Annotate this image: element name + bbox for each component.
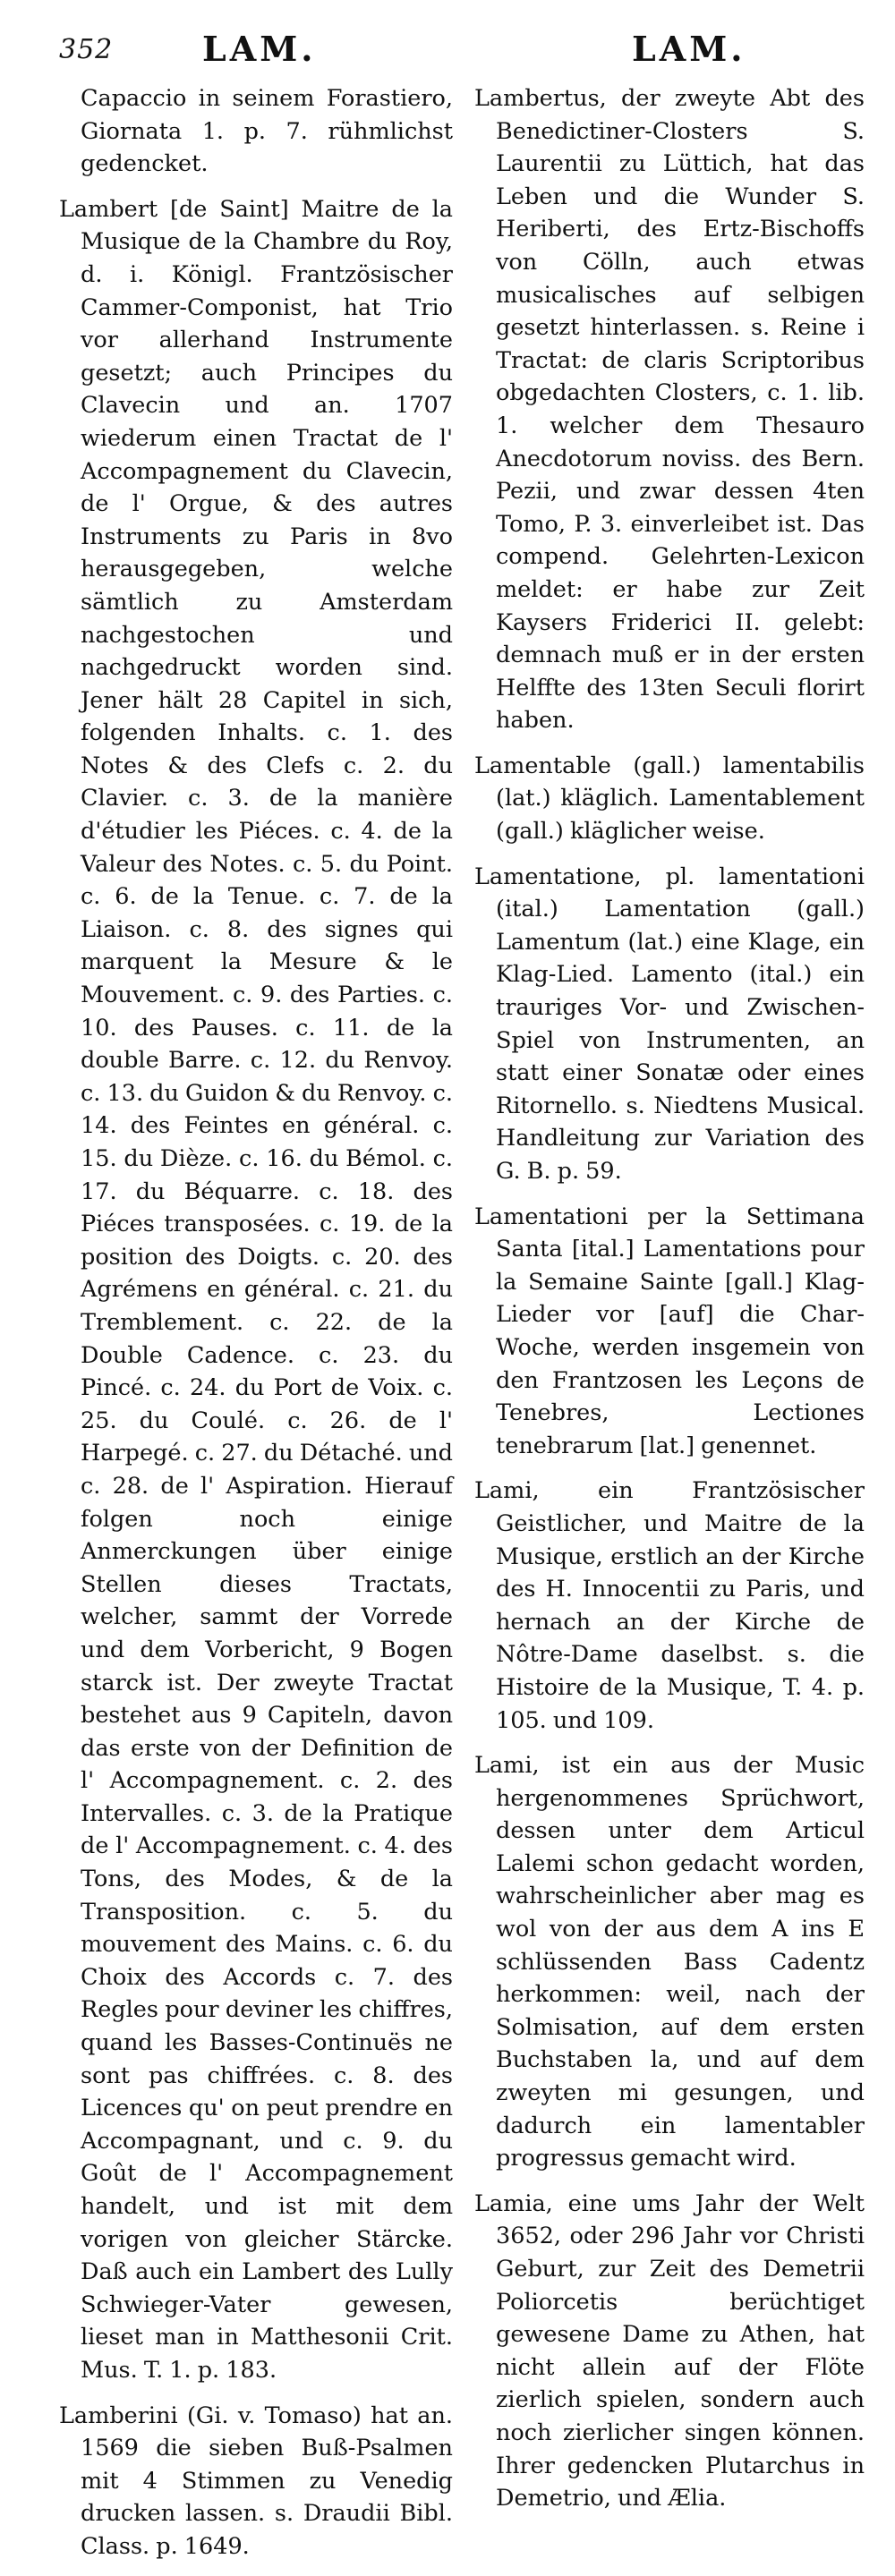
entry-lamia: Lamia, eine ums Jahr der Welt 3652, oder 296 Jahr vor Christi Geburt, zur Zeit des Demetrii Poliorcetis berüchtiget gewesene Dame zu Athen, hat nicht allein auf der Flöte zierlich spielen, sondern auch noch zierlicher singen können. Ihrer gedencken Plutarchus in Demetrio, und Ælia. — [474, 2189, 865, 2512]
entry-lamentable: Lamentable (gall.) lamentabilis (lat.) kläglich. Lamentablement (gall.) kläglicher weise. — [474, 752, 865, 846]
entry-lami-1: Lami, ein Frantzösischer Geistlicher, und Maitre de la Musique, erstlich an der Kirche des H. Innocentii zu Paris, und hernach an der Kirche de Nôtre-Dame daselbst. s. die Histoire de la Musique, T. 4. p. 105. und 109. — [474, 1477, 865, 1734]
entry-lambertus: Lambertus, der zweyte Abt des Benedictiner-Closters S. Laurentii zu Lüttich, hat das Leben und die Wunder S. Heriberti, des Ertz-Bischoffs von Cölln, auch etwas musicalisches auf selbigen gesetzt hinterlassen. s. Reine i Tractat: de claris Scriptoribus obgedachten Closters, c. 1. lib. 1. welcher dem Thesauro Anecdotorum noviss. des Bern. Pezii, und zwar dessen 4ten Tomo, P. 3. einverleibet ist. Das compend. Gelehrten-Lexicon meldet: er habe zur Zeit Kaysers Friderici II. gelebt: demnach muß er in der ersten Helffte des 13ten Seculi florirt haben. — [474, 85, 865, 735]
entry-lami-2: Lami, ist ein aus der Music hergenommenes Sprüchwort, dessen unter dem Articul Lalemi schon gedacht worden, wahrscheinlicher aber mag es wol von der aus dem A ins E schlüssenden Bass Cadentz herkommen: weil, nach der Solmisation, auf dem ersten Buchstaben la, und auf dem zweyten mi gesungen, und dadurch ein lamentabler progressus gemacht wird. — [474, 1752, 865, 2172]
running-head-left: LAM. — [202, 29, 317, 69]
running-head-right: LAM. — [632, 29, 746, 69]
page-header — [59, 25, 865, 70]
entry-capaccio-continuation: Capaccio in seinem Forastiero, Giornata 1. p. 7. rühmlichst gedencket. — [81, 85, 453, 178]
left-column — [59, 82, 453, 2576]
page-number: 352 — [59, 34, 114, 65]
right-column — [474, 82, 865, 2528]
entry-lamberini: Lamberini (Gi. v. Tomaso) hat an. 1569 die sieben Buß-Psalmen mit 4 Stimmen zu Venedig drucken lassen. s. Draudii Bibl. Class. p. 1649. — [59, 2402, 453, 2560]
entry-lamentatione: Lamentatione, pl. lamentationi (ital.) Lamentation (gall.) Lamentum (lat.) eine Klage, ein Klag-Lied. Lamento (ital.) ein trauriges Vor- und Zwischen-Spiel von Instrumenten, an statt einer Sonatæ oder eines Ritornello. s. Niedtens Musical. Handleitung zur Variation des G. B. p. 59. — [474, 863, 865, 1185]
entry-lambert: Lambert [de Saint] Maitre de la Musique de la Chambre du Roy, d. i. Königl. Frantzösischer Cammer-Componist, hat Trio vor allerhand Instrumente gesetzt; auch Principes du Clavecin und an. 1707 wiederum einen Tractat de l' Accompagnement du Clavecin, de l' Orgue, & des autres Instruments zu Paris in 8vo herausgegeben, welche sämtlich zu Amsterdam nachgestochen und nachgedruckt worden sind. Jener hält 28 Capitel in sich, folgenden Inhalts. c. 1. des Notes & des Clefs c. 2. du Clavier. c. 3. de la manière d'étudier les Piéces. c. 4. de la Valeur des Notes. c. 5. du Point. c. 6. de la Tenue. c. 7. de la Liaison. c. 8. des signes qui marquent la Mesure & le Mouvement. c. 9. des Parties. c. 10. des Pauses. c. 11. de la double Barre. c. 12. du Renvoy. c. 13. du Guidon & du Renvoy. c. 14. des Feintes en général. c. 15. du Dièze. c. 16. du Bémol. c. 17. du Béquarre. c. 18. des Piéces transposées. c. 19. de la position des Doigts. c. 20. des Agrémens en général. c. 21. du Tremblement. c. 22. de la Double Cadence. c. 23. du Pincé. c. 24. du Port de Voix. c. 25. du Coulé. c. 26. de l' Harpegé. c. 27. du Détaché. und c. 28. de l' Aspiration. Hierauf folgen noch einige Anmerckungen über einige Stellen dieses Tractats, welcher, sammt der Vorrede und dem Vorbericht, 9 Bogen starck ist. Der zweyte Tractat bestehet aus 9 Capiteln, davon das erste von der Definition de l' Accompagnement. c. 2. des Intervalles. c. 3. de la Pratique de l' Accompagnement. c. 4. des Tons, des Modes, & de la Transposition. c. 5. du mouvement des Mains. c. 6. du Choix des Accords c. 7. des Regles pour deviner les chiffres, quand les Basses-Continuës ne sont pas chiffrées. c. 8. des Licences qu' on peut prendre en Accompagnant, und c. 9. du Goût de l' Accompagnement handelt, und ist mit dem vorigen von gleicher Stärcke. Daß auch ein Lambert des Lully Schwieger-Vater gewesen, lieset man in Matthesonii Crit. Mus. T. 1. p. 183. — [59, 195, 453, 2384]
entry-lamentationi-settimana: Lamentationi per la Settimana Santa [ital.] Lamentations pour la Semaine Sainte [gall.] Klag-Lieder vor [auf] die Char-Woche, werden insgemein von den Frantzosen les Leçons de Tenebres, Lectiones tenebrarum [lat.] genennet. — [474, 1203, 865, 1459]
